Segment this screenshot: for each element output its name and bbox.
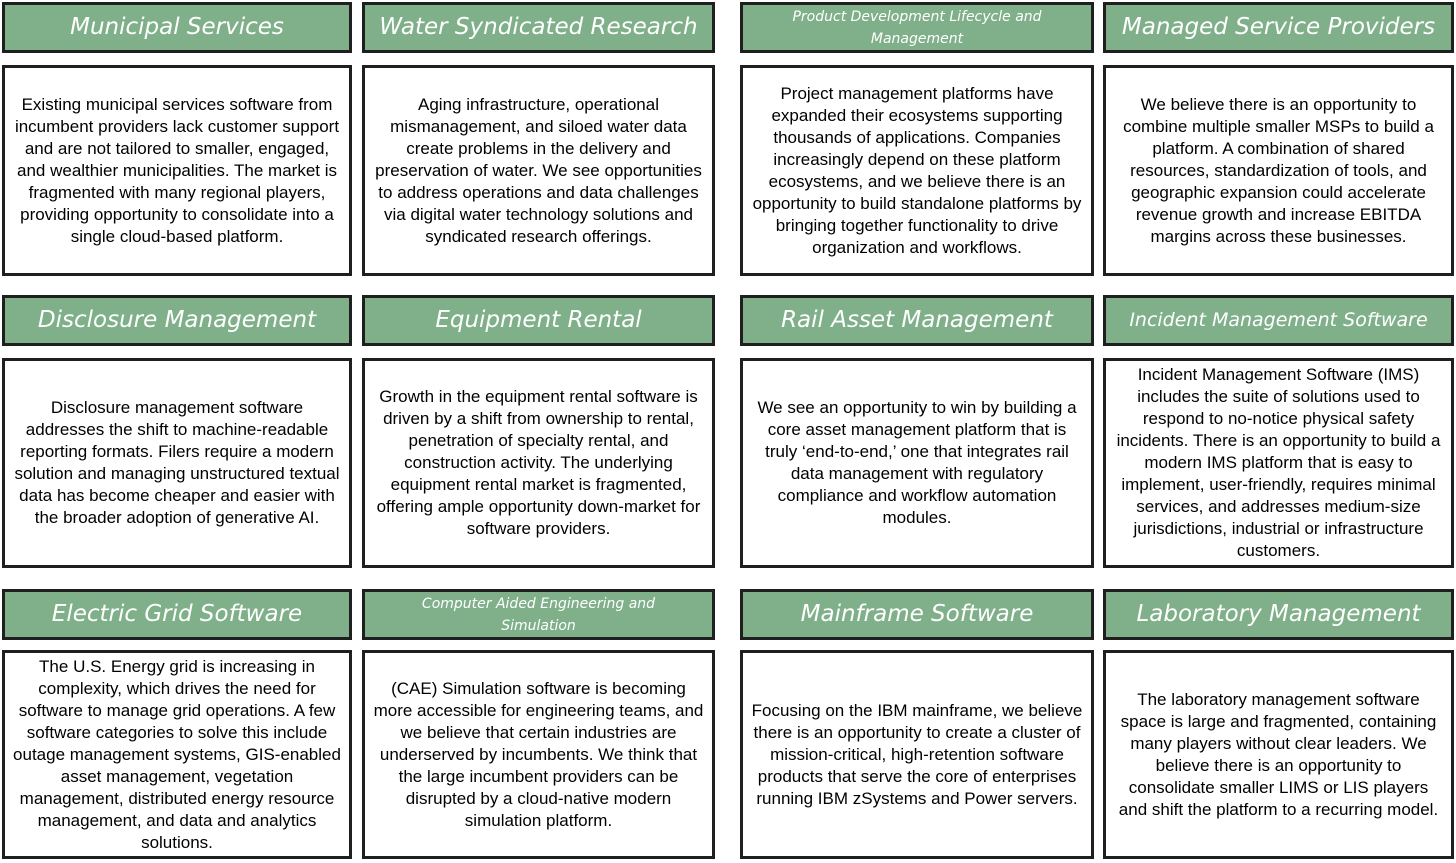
card-text: The U.S. Energy grid is increasing in complexity, which drives the need for software to manage grid operations. A few software categories to solve this include outage management systems, GIS-enabled asset management, vegetation management, distributed energy resource management, and data and analytics solutions. [13,656,341,852]
card-title-disclosure-management: Disclosure Management [2,295,352,346]
card-text: Existing municipal services software from incumbent providers lack customer support and are not tailored to smaller, engaged, and wealthier municipalities. The market is fragmented with many regional players, providing opportunity to consolidate into a single cloud-based platform. [14,94,340,246]
card-title-computer-aided-engineering: Computer Aided Engineering and Simulation [362,589,715,640]
card-body-product-development-lifecycle [740,65,1094,276]
card-body-laboratory-management [1103,650,1454,859]
card-body-disclosure-management [2,358,352,568]
card-title-water-syndicated-research: Water Syndicated Research [362,2,715,53]
card-text: Incident Management Software (IMS) includes the suite of solutions used to respond to no-notice physical safety incidents. There is an opportunity to build a modern IMS platform that is easy to implement, user-friendly, requires minimal services, and addresses medium-size jurisdictions, industrial or infrastructure customers. [1116,365,1441,560]
card-title-equipment-rental: Equipment Rental [362,295,715,346]
card-body-municipal-services [2,65,352,276]
card-title-product-development-lifecycle: Product Development Lifecycle and Management [740,2,1094,53]
card-text: We see an opportunity to win by building a core asset management platform that is truly ‘end-to-end,’ one that integrates rail data management with regulatory compliance and workflow automation modules. [757,398,1077,527]
card-body-managed-service-providers [1103,65,1454,276]
card-body-mainframe-software [740,650,1094,859]
card-text: Disclosure management software addresses the shift to machine-readable reporting formats. Filers require a modern solution and managing unstructured textual data has become cheaper and easier with the broader adoption of generative AI. [14,398,340,527]
card-title-electric-grid-software: Electric Grid Software [2,589,352,640]
card-body-incident-management-software [1103,358,1454,568]
card-text: The laboratory management software space is large and fragmented, containing many players without clear leaders. We believe there is an opportunity to consolidate smaller LIMS or LIS players and shift the platform to a recurring model. [1118,689,1439,819]
card-title-rail-asset-management: Rail Asset Management [740,295,1094,346]
card-body-equipment-rental [362,358,715,568]
card-text: Focusing on the IBM mainframe, we believe there is an opportunity to create a cluster of mission-critical, high-retention software products that serve the core of enterprises running IBM zSystems and Power servers. [751,700,1083,808]
card-title-municipal-services: Municipal Services [2,2,352,53]
card-title-incident-management-software: Incident Management Software [1103,295,1454,346]
card-body-electric-grid-software [2,650,352,859]
card-text: Aging infrastructure, operational mismanagement, and siloed water data create problems in the delivery and preservation of water. We see opportunities to address operations and data challenges via digital water technology solutions and syndicated research offerings. [375,94,702,246]
card-text: Growth in the equipment rental software is driven by a shift from ownership to rental, penetration of specialty rental, and construction activity. The underlying equipment rental market is fragmented, offering ample opportunity down-market for software providers. [376,387,701,538]
card-text: (CAE) Simulation software is becoming more accessible for engineering teams, and we believe that certain industries are underserved by incumbents. We think that the large incumbent providers can be disrupted by a cloud-native modern simulation platform. [373,678,704,830]
card-title-laboratory-management: Laboratory Management [1103,589,1454,640]
card-title-managed-service-providers: Managed Service Providers [1103,2,1454,53]
card-body-rail-asset-management [740,358,1094,568]
card-body-water-syndicated-research [362,65,715,276]
card-text: Project management platforms have expanded their ecosystems supporting thousands of applications. Companies increasingly depend on these platform ecosystems, and we believe there is an opportunity to build standalone platforms by bringing together functionality to drive organization and workflows. [752,83,1082,257]
card-text: We believe there is an opportunity to combine multiple smaller MSPs to build a platform. A combination of shared resources, standardization of tools, and geographic expansion could accelerate revenue growth and increase EBITDA margins across these businesses. [1123,94,1434,246]
card-body-computer-aided-engineering [362,650,715,859]
card-title-mainframe-software: Mainframe Software [740,589,1094,640]
